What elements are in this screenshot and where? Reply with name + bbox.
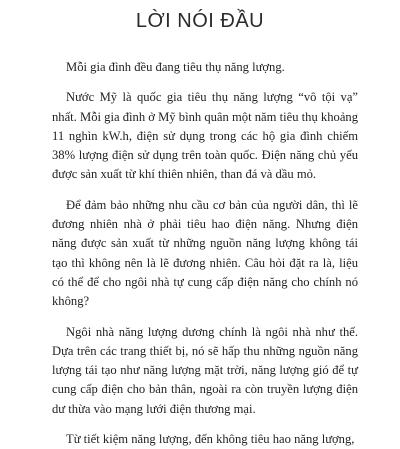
paragraph-1: Mỗi gia đình đều đang tiêu thụ năng lượng. bbox=[66, 60, 285, 74]
preface-body bbox=[52, 58, 358, 449]
paragraph-2: Nước Mỹ là quốc gia tiêu thụ năng lượng “vô tội vạ” nhất. Mỗi gia đình ở Mỹ bình quân một năm tiêu thụ khoảng 11 nghìn kW.h, điện sử dụng trong các hộ gia đình chiếm 38% lượng điện sử dụng trên toàn quốc. Điện năng chủ yếu được sản xuất từ khí thiên nhiên, than đá và dầu mỏ. bbox=[52, 90, 358, 182]
page-title: LỜI NÓI ĐẦU bbox=[135, 10, 265, 32]
paragraph-3: Để đảm bảo những nhu cầu cơ bản của người dân, thì lẽ đương nhiên nhà ở phải tiêu hao điện năng. Nhưng điện năng được sản xuất từ những nguồn năng lượng không tái tạo thì không nên là lẽ đương nhiên. Câu hỏi đặt ra là, liệu có thể để cho ngôi nhà tự cung cấp điện năng cho chính nó không? bbox=[52, 197, 358, 309]
paragraph-4: Ngôi nhà năng lượng dương chính là ngôi nhà như thế. Dựa trên các trang thiết bị, nó sẽ hấp thu những nguồn năng lượng tái tạo như năng lượng mặt trời, năng lượng gió để tự cung cấp điện cho bản thân, ngoài ra còn truyền lượng điện dư thừa vào mạng lưới điện thương mại. bbox=[52, 324, 358, 416]
paragraph-5: Từ tiết kiệm năng lượng, đến không tiêu hao năng lượng, bbox=[66, 432, 355, 447]
